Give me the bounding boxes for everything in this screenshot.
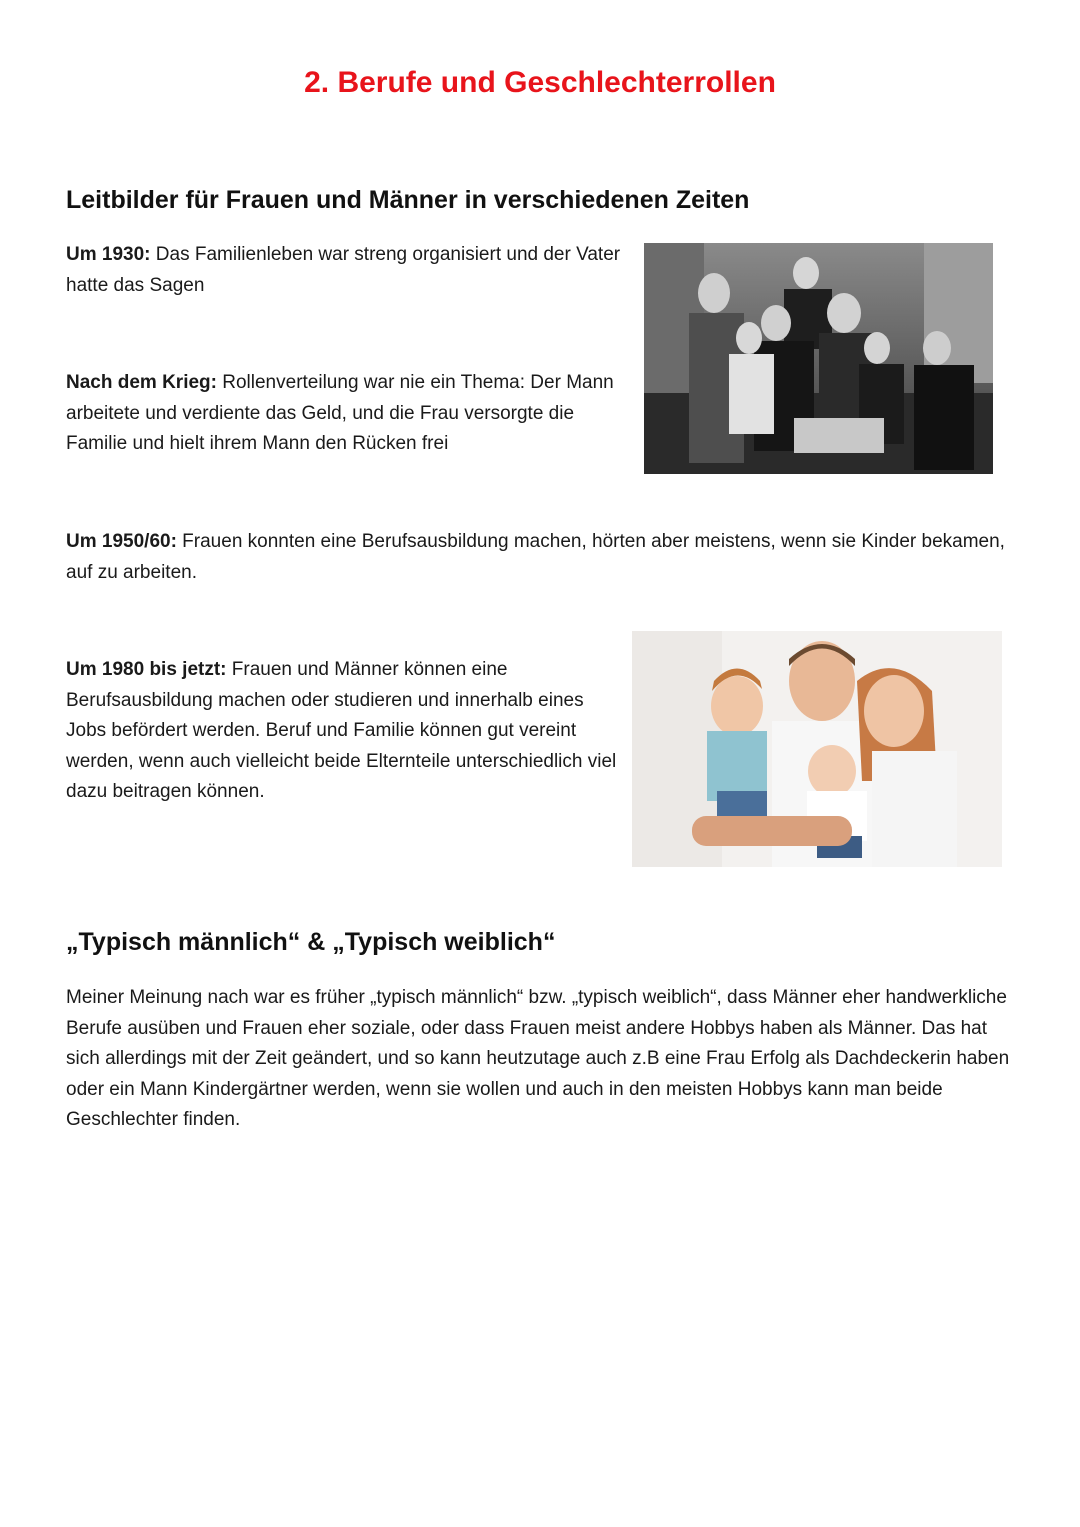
entry-krieg-label: Nach dem Krieg: <box>66 372 217 393</box>
entry-1930-text: Das Familienleben war streng organisiert und der Vater hatte das Sagen <box>66 244 621 296</box>
opinion-paragraph: Meiner Meinung nach war es früher „typisch männlich“ bzw. „typisch weiblich“, dass Männer eher handwerkliche Berufe ausüben und Frauen eher soziale, oder dass Frauen meist andere Hobbys haben als Männer. Das hat sich allerdings mit der Zeit geändert, und so kann heutzutage auch z.B eine Frau Erfolg als Dachdeckerin haben oder ein Mann Kindergärtner werden, wenn sie wollen und auch in den meisten Hobbys kann man beide Geschlechter finden. <box>66 987 1010 1130</box>
entry-krieg-text: Rollenverteilung war nie ein Thema: Der Mann arbeitete und verdiente das Geld, und die Frau versorgte die Familie und hielt ihrem Mann den Rücken frei <box>66 372 614 454</box>
entry-1950-60 <box>66 527 1016 588</box>
entry-1950-text: Frauen konnten eine Berufsausbildung machen, hörten aber meistens, wenn sie Kinder bekamen, auf zu arbeiten. <box>66 531 1005 583</box>
historical-family-photo <box>644 243 993 474</box>
entry-1930 <box>66 240 626 301</box>
entry-nach-dem-krieg <box>66 368 631 460</box>
entry-1930-label: Um 1930: <box>66 244 151 265</box>
entry-1980-text: Frauen und Männer können eine Berufsausbildung machen oder studieren und innerhalb eines Jobs befördert werden. Beruf und Familie können gut vereint werden, wenn auch vielleicht beide Elternteile unterschiedlich viel dazu beitragen können. <box>66 659 617 802</box>
entry-1980-bis-jetzt <box>66 655 621 808</box>
section-heading-leitbilder: Leitbilder für Frauen und Männer in verschiedenen Zeiten <box>66 186 750 214</box>
page-title: 2. Berufe und Geschlechterrollen <box>304 66 776 99</box>
entry-1950-label: Um 1950/60: <box>66 531 177 552</box>
modern-family-photo <box>632 631 1002 867</box>
entry-1980-label: Um 1980 bis jetzt: <box>66 659 227 680</box>
section-heading-typisch: „Typisch männlich“ & „Typisch weiblich“ <box>66 928 556 956</box>
